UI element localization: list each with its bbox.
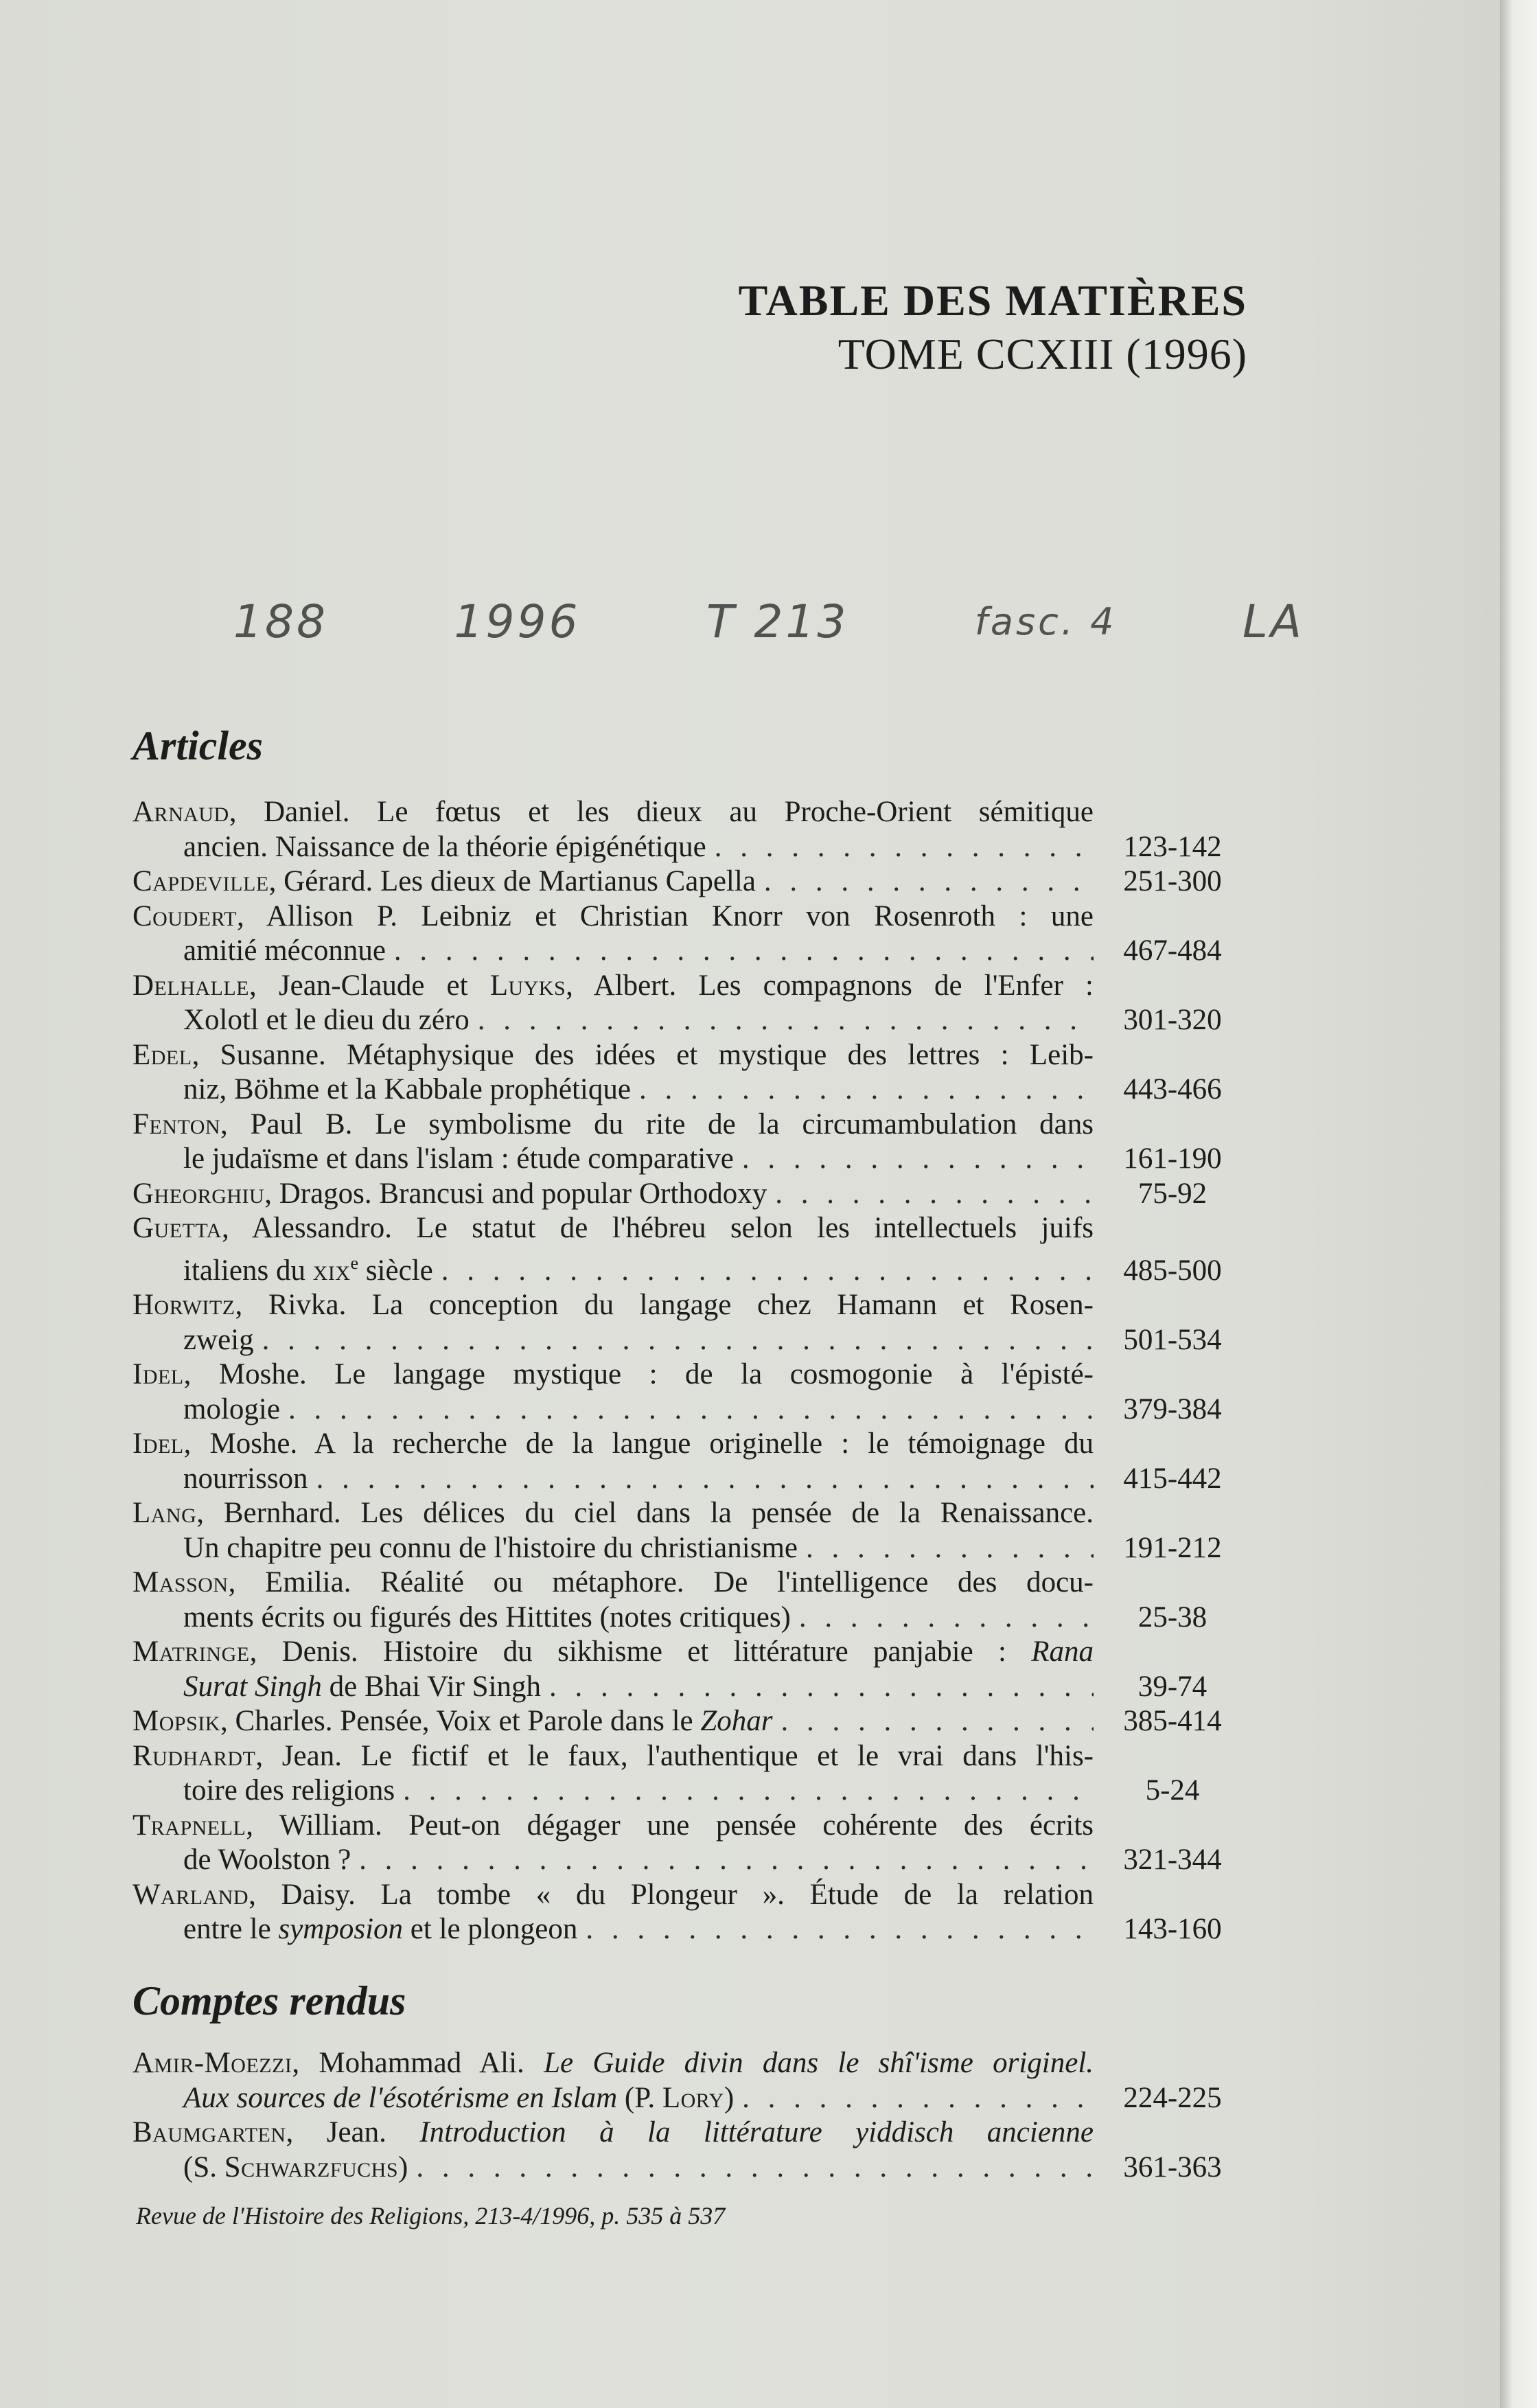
entry-pages: 485-500 — [1123, 1254, 1222, 1287]
entry-title: , Moshe. Le langage mystique : de la cosmogonie à l'épisté- — [183, 1358, 1094, 1390]
entry-title: , Gérard. Les dieux de Martianus Capella — [268, 865, 756, 897]
toc-entry — [132, 1739, 1251, 1809]
entry-pages: 191-212 — [1123, 1531, 1222, 1564]
entry-pages: 5-24 — [1145, 1774, 1200, 1807]
toc-entry — [132, 1809, 1251, 1878]
entry-pages: 251-300 — [1123, 865, 1222, 897]
entry-author: Amir-Moezzi — [132, 2047, 292, 2079]
toc-entry — [132, 1566, 1251, 1635]
entry-author: Gheorghiu — [132, 1177, 265, 1210]
entry-pages: 224-225 — [1123, 2081, 1222, 2114]
handwritten-note-4: fasc. 4 — [974, 599, 1117, 643]
entry-title: , Jean. Le fictif et le faux, l'authentique et le vrai dans l'his- — [255, 1739, 1094, 1772]
toc-entry — [132, 1878, 1251, 1947]
entry-pages: 123-142 — [1123, 830, 1222, 863]
entry-author: Idel — [132, 1427, 184, 1460]
entry-pages: 501-534 — [1123, 1323, 1222, 1356]
toc-entry — [132, 1038, 1251, 1108]
entry-author: Mopsik — [132, 1705, 220, 1737]
toc-entry — [132, 1496, 1251, 1566]
entry-title-continued: nourrisson — [183, 1462, 308, 1495]
toc-entry — [132, 864, 1251, 899]
entry-title-continued: zweig — [183, 1323, 254, 1356]
page-footer: Revue de l'Histoire des Religions, 213-4/1996, p. 535 à 537 — [136, 2202, 726, 2229]
toc-entry — [132, 1177, 1251, 1212]
entry-title-continued: Xolotl et le dieu du zéro — [183, 1004, 470, 1036]
entry-title-continued: amitié méconnue — [183, 934, 386, 967]
entry-author: Rudhardt — [132, 1739, 256, 1772]
entry-title: , Daniel. Le fœtus et les dieux au Proche-Orient sémitique — [229, 796, 1094, 828]
entry-title: , Allison P. Leibniz et Christian Knorr von Rosenroth : une — [237, 899, 1094, 932]
toc-entry: Matringe, Denis. Histoire du sikhisme et littérature panjabie : Rana Surat Singh de Bhai Vir Singh . . . 39-74 — [132, 1635, 1251, 1704]
entry-title: , Denis. Histoire du sikhisme et littérature panjabie : — [249, 1636, 1032, 1668]
entry-pages: 143-160 — [1123, 1913, 1222, 1945]
reviews-heading: Comptes rendus — [132, 1978, 406, 2023]
toc-entry — [132, 1108, 1251, 1177]
articles-list — [132, 795, 1251, 1947]
entry-author: Edel — [132, 1038, 192, 1071]
toc-entry — [132, 795, 1251, 864]
entry-title-continued: de Woolston ? — [183, 1844, 351, 1876]
toc-entry: Amir-Moezzi, Mohammad Ali. Le Guide divin dans le shî'isme originel. Aux sources de l'ésotérisme en Islam (P. Lory) . . . 224-225 — [132, 2046, 1251, 2115]
entry-author: Baumgarten — [132, 2116, 286, 2148]
entry-pages: 321-344 — [1123, 1844, 1222, 1876]
entry-coauthor: Luyks — [489, 969, 566, 1002]
toc-entry — [132, 1427, 1251, 1496]
entry-author: Delhalle — [132, 969, 250, 1002]
entry-title: , Albert. Les compagnons de l'Enfer : — [566, 969, 1094, 1002]
entry-author: Idel — [132, 1358, 184, 1390]
entry-title-continued: Aux sources de l'ésotérisme en Islam (P. Lory) — [183, 2081, 735, 2114]
entry-title: , Rivka. La conception du langage chez Hamann et Rosen- — [235, 1289, 1094, 1321]
page-title: TABLE DES MATIÈRES — [738, 276, 1247, 325]
entry-title-continued: ments écrits ou figurés des Hittites (notes critiques) — [183, 1601, 791, 1633]
handwritten-note-3: T 213 — [706, 595, 849, 648]
entry-pages: 379-384 — [1123, 1392, 1222, 1425]
entry-pages: 39-74 — [1137, 1670, 1207, 1703]
entry-title: Le Guide divin dans le shî'isme originel. — [544, 2047, 1094, 2079]
entry-author: Warland — [132, 1878, 249, 1911]
toc-entry — [132, 1211, 1251, 1288]
entry-author: Arnaud — [132, 796, 229, 828]
toc-entry — [132, 1357, 1251, 1427]
entry-title-continued: niz, Böhme et la Kabbale prophétique — [183, 1073, 631, 1105]
entry-title-continued: Surat Singh de Bhai Vir Singh — [183, 1670, 542, 1703]
entry-title: , Bernhard. Les délices du ciel dans la pensée de la Renaissance. — [196, 1497, 1094, 1529]
handwritten-note-5: LA — [1243, 595, 1304, 648]
articles-heading: Articles — [132, 723, 263, 768]
toc-entry: Baumgarten, Jean. Introduction à la littérature yiddisch ancienne (S. Schwarzfuchs) . . . 361-363 — [132, 2115, 1251, 2185]
entry-title-continued: entre le symposion et le plongeon — [183, 1913, 578, 1945]
entry-pages: 161-190 — [1123, 1143, 1222, 1175]
entry-title: , Moshe. A la recherche de la langue originelle : le témoignage du — [183, 1427, 1094, 1460]
reviews-list — [132, 2046, 1251, 2185]
entry-title: , Daisy. La tombe « du Plongeur ». Étude de la relation — [249, 1878, 1094, 1911]
entry-author: Lang — [132, 1497, 197, 1529]
entry-pages: 25-38 — [1137, 1601, 1207, 1633]
entry-title-continued: ancien. Naissance de la théorie épigénétique — [183, 830, 706, 863]
entry-author: Capdeville — [132, 865, 269, 897]
entry-title: , William. Peut-on dégager une pensée cohérente des écrits — [246, 1809, 1094, 1842]
handwritten-annotation — [233, 590, 1304, 652]
entry-title-continued: Un chapitre peu connu de l'histoire du christianisme — [183, 1531, 798, 1564]
entry-pages: 361-363 — [1123, 2151, 1222, 2183]
page-edge — [1500, 0, 1537, 2408]
toc-entry: Mopsik, Charles. Pensée, Voix et Parole dans le Zohar . . . 385-414 — [132, 1704, 1251, 1739]
entry-author: Coudert — [132, 899, 238, 932]
entry-title-continued: italiens du xix$^e$ siècle — [183, 1252, 433, 1287]
entry-title-continued: (S. Schwarzfuchs) — [183, 2151, 408, 2183]
entry-author: Guetta — [132, 1212, 222, 1244]
entry-author: Fenton — [132, 1108, 221, 1140]
entry-author: Horwitz — [132, 1289, 235, 1321]
entry-title-continued: toire des religions — [183, 1774, 395, 1807]
entry-pages: 443-466 — [1123, 1073, 1222, 1105]
entry-pages: 467-484 — [1123, 934, 1222, 967]
entry-title: , Emilia. Réalité ou métaphore. De l'intelligence des docu- — [228, 1566, 1094, 1598]
entry-title: , Paul B. Le symbolisme du rite de la circumambulation dans — [220, 1108, 1094, 1140]
entry-pages: 75-92 — [1137, 1177, 1207, 1210]
entry-author: Trapnell — [132, 1809, 246, 1842]
entry-author: Masson — [132, 1566, 229, 1598]
entry-pages: 385-414 — [1123, 1705, 1222, 1737]
entry-author: Matringe — [132, 1636, 250, 1668]
entry-title: , Alessandro. Le statut de l'hébreu selon les intellectuels juifs — [221, 1212, 1094, 1244]
entry-title: , Charles. Pensée, Voix et Parole dans le — [220, 1705, 701, 1737]
handwritten-note-2: 1996 — [454, 595, 581, 648]
entry-title-continued: le judaïsme et dans l'islam : étude comparative — [183, 1143, 734, 1175]
entry-title: , Dragos. Brancusi and popular Orthodoxy — [264, 1177, 767, 1210]
toc-entry — [132, 1288, 1251, 1357]
entry-title: , Susanne. Métaphysique des idées et mystique des lettres : Leib- — [192, 1038, 1094, 1071]
handwritten-note-1: 188 — [233, 595, 328, 648]
toc-entry — [132, 899, 1251, 969]
volume-subtitle: TOME CCXIII (1996) — [837, 330, 1247, 378]
entry-title: Introduction à la littérature yiddisch ancienne — [419, 2116, 1094, 2148]
entry-pages: 301-320 — [1123, 1004, 1222, 1036]
toc-entry: Delhalle, Jean-Claude et Luyks, Albert. Les compagnons de l'Enfer : Xolotl et le dieu du zéro . . . 301-320 — [132, 969, 1251, 1038]
entry-pages: 415-442 — [1123, 1462, 1222, 1495]
page-header — [739, 275, 1247, 382]
entry-title-continued: mologie — [183, 1392, 280, 1425]
